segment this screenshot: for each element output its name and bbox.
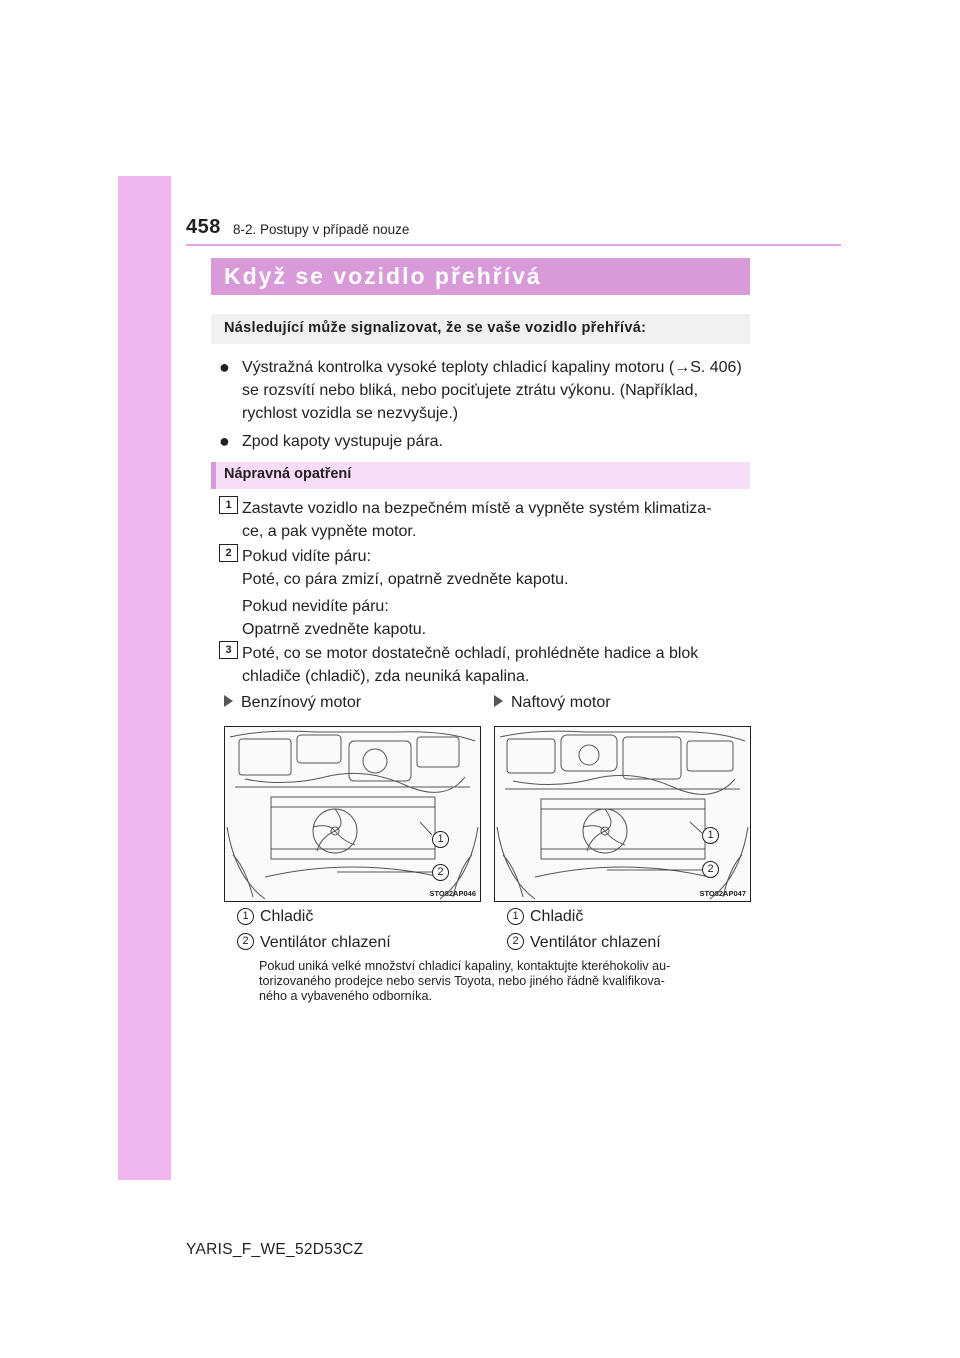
figure-code: STO82AP047	[699, 889, 746, 898]
document-code: YARIS_F_WE_52D53CZ	[186, 1241, 364, 1258]
legend-number: 1	[507, 908, 524, 925]
step-line: chladiče (chladič), zda neuniká kapalina.	[242, 668, 530, 685]
legend-number: 2	[507, 933, 524, 950]
step-line: Poté, co pára zmizí, opatrně zvedněte kapotu.	[242, 571, 569, 588]
bullet-line: se rozsvítí nebo bliká, nebo pociťujete ztrátu výkonu. (Například,	[242, 382, 699, 399]
signs-heading: Následující může signalizovat, že se vaše vozidlo přehřívá:	[224, 320, 647, 336]
step-line: Zastavte vozidlo na bezpečném místě a vypněte systém klimatiza-	[242, 500, 712, 517]
legend-text: Ventilátor chlazení	[530, 934, 661, 951]
bullet-line: rychlost vozidla se nezvyšuje.)	[242, 405, 459, 422]
leak-note	[259, 959, 745, 1004]
page-number: 458	[186, 216, 221, 238]
chapter-side-tab	[118, 176, 171, 1180]
step-line: Opatrně zvedněte kapotu.	[242, 621, 427, 638]
chapter-title: 8-2. Postupy v případě nouze	[233, 222, 410, 237]
callout-radiator: 1	[432, 831, 449, 848]
legend-text: Chladič	[260, 908, 314, 925]
step-number: 1	[219, 496, 238, 514]
figure-label-diesel: Naftový motor	[494, 694, 611, 712]
triangle-arrow-icon	[224, 695, 233, 707]
engine-illustration-petrol	[224, 726, 481, 902]
figure-code: STO82AP046	[429, 889, 476, 898]
bullet-marker: ●	[219, 357, 230, 377]
note-line: Pokud uniká velké množství chladicí kapaliny, kontaktujte kteréhokoliv au-	[259, 959, 671, 973]
step-line: Pokud vidíte páru:	[242, 548, 371, 565]
step-line: Poté, co se motor dostatečně ochladí, prohlédněte hadice a blok	[242, 645, 699, 662]
triangle-arrow-icon	[494, 695, 503, 707]
callout-cooling-fan: 2	[432, 864, 449, 881]
bullet-line: Zpod kapoty vystupuje pára.	[242, 433, 444, 450]
callout-cooling-fan: 2	[702, 861, 719, 878]
step-number: 2	[219, 544, 238, 562]
header-divider	[186, 244, 841, 246]
note-line: torizovaného prodejce nebo servis Toyota, nebo jiného řádně kvalifikova-	[259, 974, 665, 988]
section-title: Když se vozidlo přehřívá	[224, 263, 542, 289]
step-number: 3	[219, 641, 238, 659]
legend-text: Chladič	[530, 908, 584, 925]
bullet-line: Výstražná kontrolka vysoké teploty chladicí kapaliny motoru (→S. 406)	[242, 359, 742, 376]
step-line: Pokud nevidíte páru:	[242, 598, 389, 615]
legend-number: 2	[237, 933, 254, 950]
callout-radiator: 1	[702, 827, 719, 844]
engine-illustration-diesel	[494, 726, 751, 902]
bullet-marker: ●	[219, 431, 230, 451]
legend-text: Ventilátor chlazení	[260, 934, 391, 951]
figure-label-petrol: Benzínový motor	[224, 694, 361, 712]
legend-number: 1	[237, 908, 254, 925]
step-line: ce, a pak vypněte motor.	[242, 523, 417, 540]
measures-heading: Nápravná opatření	[224, 466, 352, 482]
note-line: ného a vybaveného odborníka.	[259, 989, 432, 1003]
